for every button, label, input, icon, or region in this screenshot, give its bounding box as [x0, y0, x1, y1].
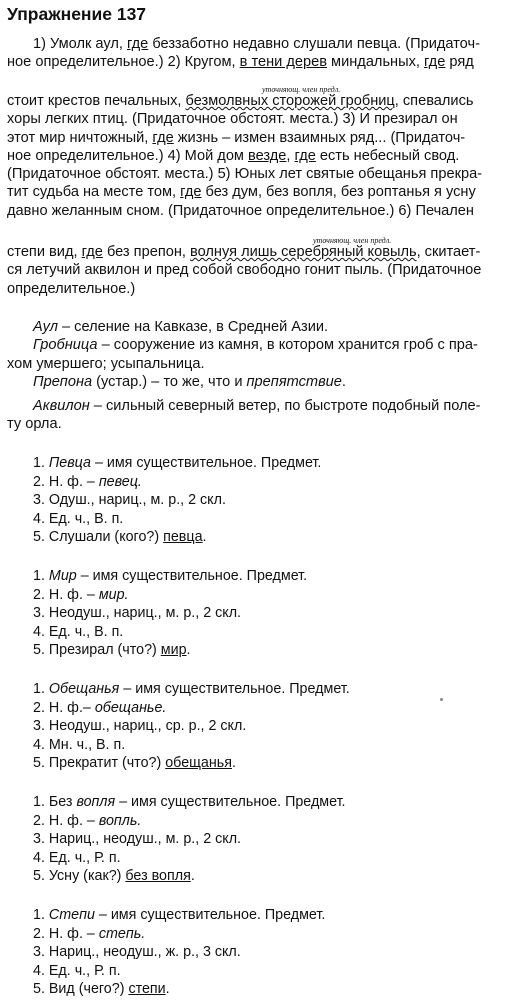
text-line: этот мир ничтожный, где жизнь – измен взаимных ряд... (Придаточ- [7, 129, 466, 146]
analysis-row: 2. Н. ф. – певец. [33, 473, 142, 490]
word-analysis-5 [33, 906, 325, 999]
analysis-row: 5. Вид (чего?) степи. [33, 981, 170, 997]
text-paragraph-3 [7, 243, 523, 298]
wavy-underlined-phrase: безмолвных сторожей гробниц [185, 93, 395, 109]
wavy-underlined-phrase: волнуя лишь серебряный ковыль [190, 244, 417, 260]
analysis-row: 2. Н. ф. – вопль. [33, 812, 142, 829]
analysis-row: 3. Неодуш., нариц., м. р., 2 скл. [33, 605, 242, 621]
glossary-term: Препона [33, 373, 93, 390]
underlined-word: где [81, 244, 103, 260]
text-line: стоит крестов печальных, безмолвных сторожей гробниц, спевались [7, 93, 474, 109]
analysis-row: 3. Одуш., нариц., м. р., 2 скл. [33, 492, 226, 508]
analysis-row: 1. Мир – имя существительное. Предмет. [33, 568, 308, 584]
underlined-word: где [180, 184, 202, 201]
analysis-row: 4. Ед. ч., Р. п. [33, 849, 121, 866]
underlined-word: где [152, 129, 174, 146]
text-line: 1) Умолк аул, где беззаботно недавно слушали певца. (Придаточ- [33, 36, 480, 52]
analysis-row: 2. Н. ф.– обещанье. [33, 699, 167, 716]
underlined-word: где [294, 147, 316, 164]
glossary-entry: Гробница – сооружение из камня, в котором хранится гроб с пра- [33, 337, 478, 354]
analysis-row: 2. Н. ф. – степь. [33, 925, 146, 942]
analysis-row: 5. Слушали (кого?) певца. [33, 529, 207, 545]
underlined-phrase: в тени дерев [239, 54, 327, 71]
glossary-entry: Аул – селение на Кавказе, в Средней Азии. [33, 319, 329, 335]
text-line: ся летучий аквилон и пред собой свободно гонит пыль. (Придаточное [7, 262, 482, 279]
word-analysis-3 [33, 680, 350, 773]
glossary-term: Аквилон [33, 398, 90, 415]
analysis-row: 4. Ед. ч., Р. п. [33, 962, 121, 979]
text-line: давно желанным сном. (Придаточное определительное.) 6) Печален [7, 202, 474, 219]
text-line: хоры легких птиц. (Придаточное обстоят. места.) 3) И презирал он [7, 111, 458, 128]
glossary-term: Гробница [33, 337, 98, 354]
glossary [7, 318, 523, 434]
glossary-entry: Препона (устар.) – то же, что и препятствие. [33, 373, 346, 390]
analysis-row: 4. Ед. ч., В. п. [33, 623, 124, 640]
text-line: определительное.) [7, 280, 136, 297]
analysis-row: 1. Обещанья – имя существительное. Предмет. [33, 681, 350, 697]
text-paragraph-1 [7, 35, 523, 72]
text-line: степи вид, где без препон, волнуя лишь серебряный ковыль, скитает- [7, 244, 481, 260]
analysis-row: 5. Прекратит (что?) обещанья. [33, 755, 236, 771]
margin-note-2: уточняющ. член предл. [313, 236, 392, 245]
glossary-entry: Аквилон – сильный северный ветер, по быстроте подобный поле- [33, 398, 481, 415]
analysis-row: 3. Нариц., неодуш., м. р., 2 скл. [33, 831, 242, 847]
scan-speck [440, 698, 443, 701]
analysis-row: 4. Мн. ч., В. п. [33, 736, 126, 753]
underlined-word: где [126, 36, 149, 52]
text-line: тит судьба на месте том, где без дум, без вопля, без роптанья я усну [7, 184, 476, 201]
analysis-row: 3. Неодуш., нариц., ср. р., 2 скл. [33, 718, 247, 734]
glossary-term: Аул [33, 319, 58, 335]
glossary-entry-continued: хом умершего; усыпальница. [7, 355, 205, 372]
margin-note-1: уточняющ. член предл. [262, 85, 341, 94]
analysis-row: 5. Усну (как?) без вопля. [33, 868, 195, 884]
glossary-entry-continued: ту орла. [7, 416, 62, 433]
text-paragraph-2 [7, 92, 523, 220]
analysis-row: 2. Н. ф. – мир. [33, 586, 129, 603]
text-line: ное определительное.) 4) Мой дом везде, где есть небесный свод. [7, 147, 460, 164]
word-analysis-4 [33, 793, 346, 886]
underlined-word: везде [248, 147, 287, 164]
word-analysis-2 [33, 567, 307, 660]
exercise-title: Упражнение 137 [7, 4, 147, 24]
text-line: ное определительное.) 2) Кругом, в тени дерев миндальных, где ряд [7, 54, 474, 71]
text-line: (Придаточное обстоят. места.) 5) Юных лет святые обещанья прекра- [7, 166, 483, 183]
word-analysis-1 [33, 454, 321, 547]
analysis-row: 4. Ед. ч., В. п. [33, 510, 124, 527]
analysis-row: 3. Нариц., неодуш., ж. р., 3 скл. [33, 944, 241, 960]
analysis-row: 1. Певца – имя существительное. Предмет. [33, 455, 322, 471]
analysis-row: 1. Степи – имя существительное. Предмет. [33, 907, 326, 923]
analysis-row: 5. Презирал (что?) мир. [33, 642, 191, 658]
analysis-row: 1. Без вопля – имя существительное. Предмет. [33, 794, 346, 810]
underlined-word: где [424, 54, 446, 71]
